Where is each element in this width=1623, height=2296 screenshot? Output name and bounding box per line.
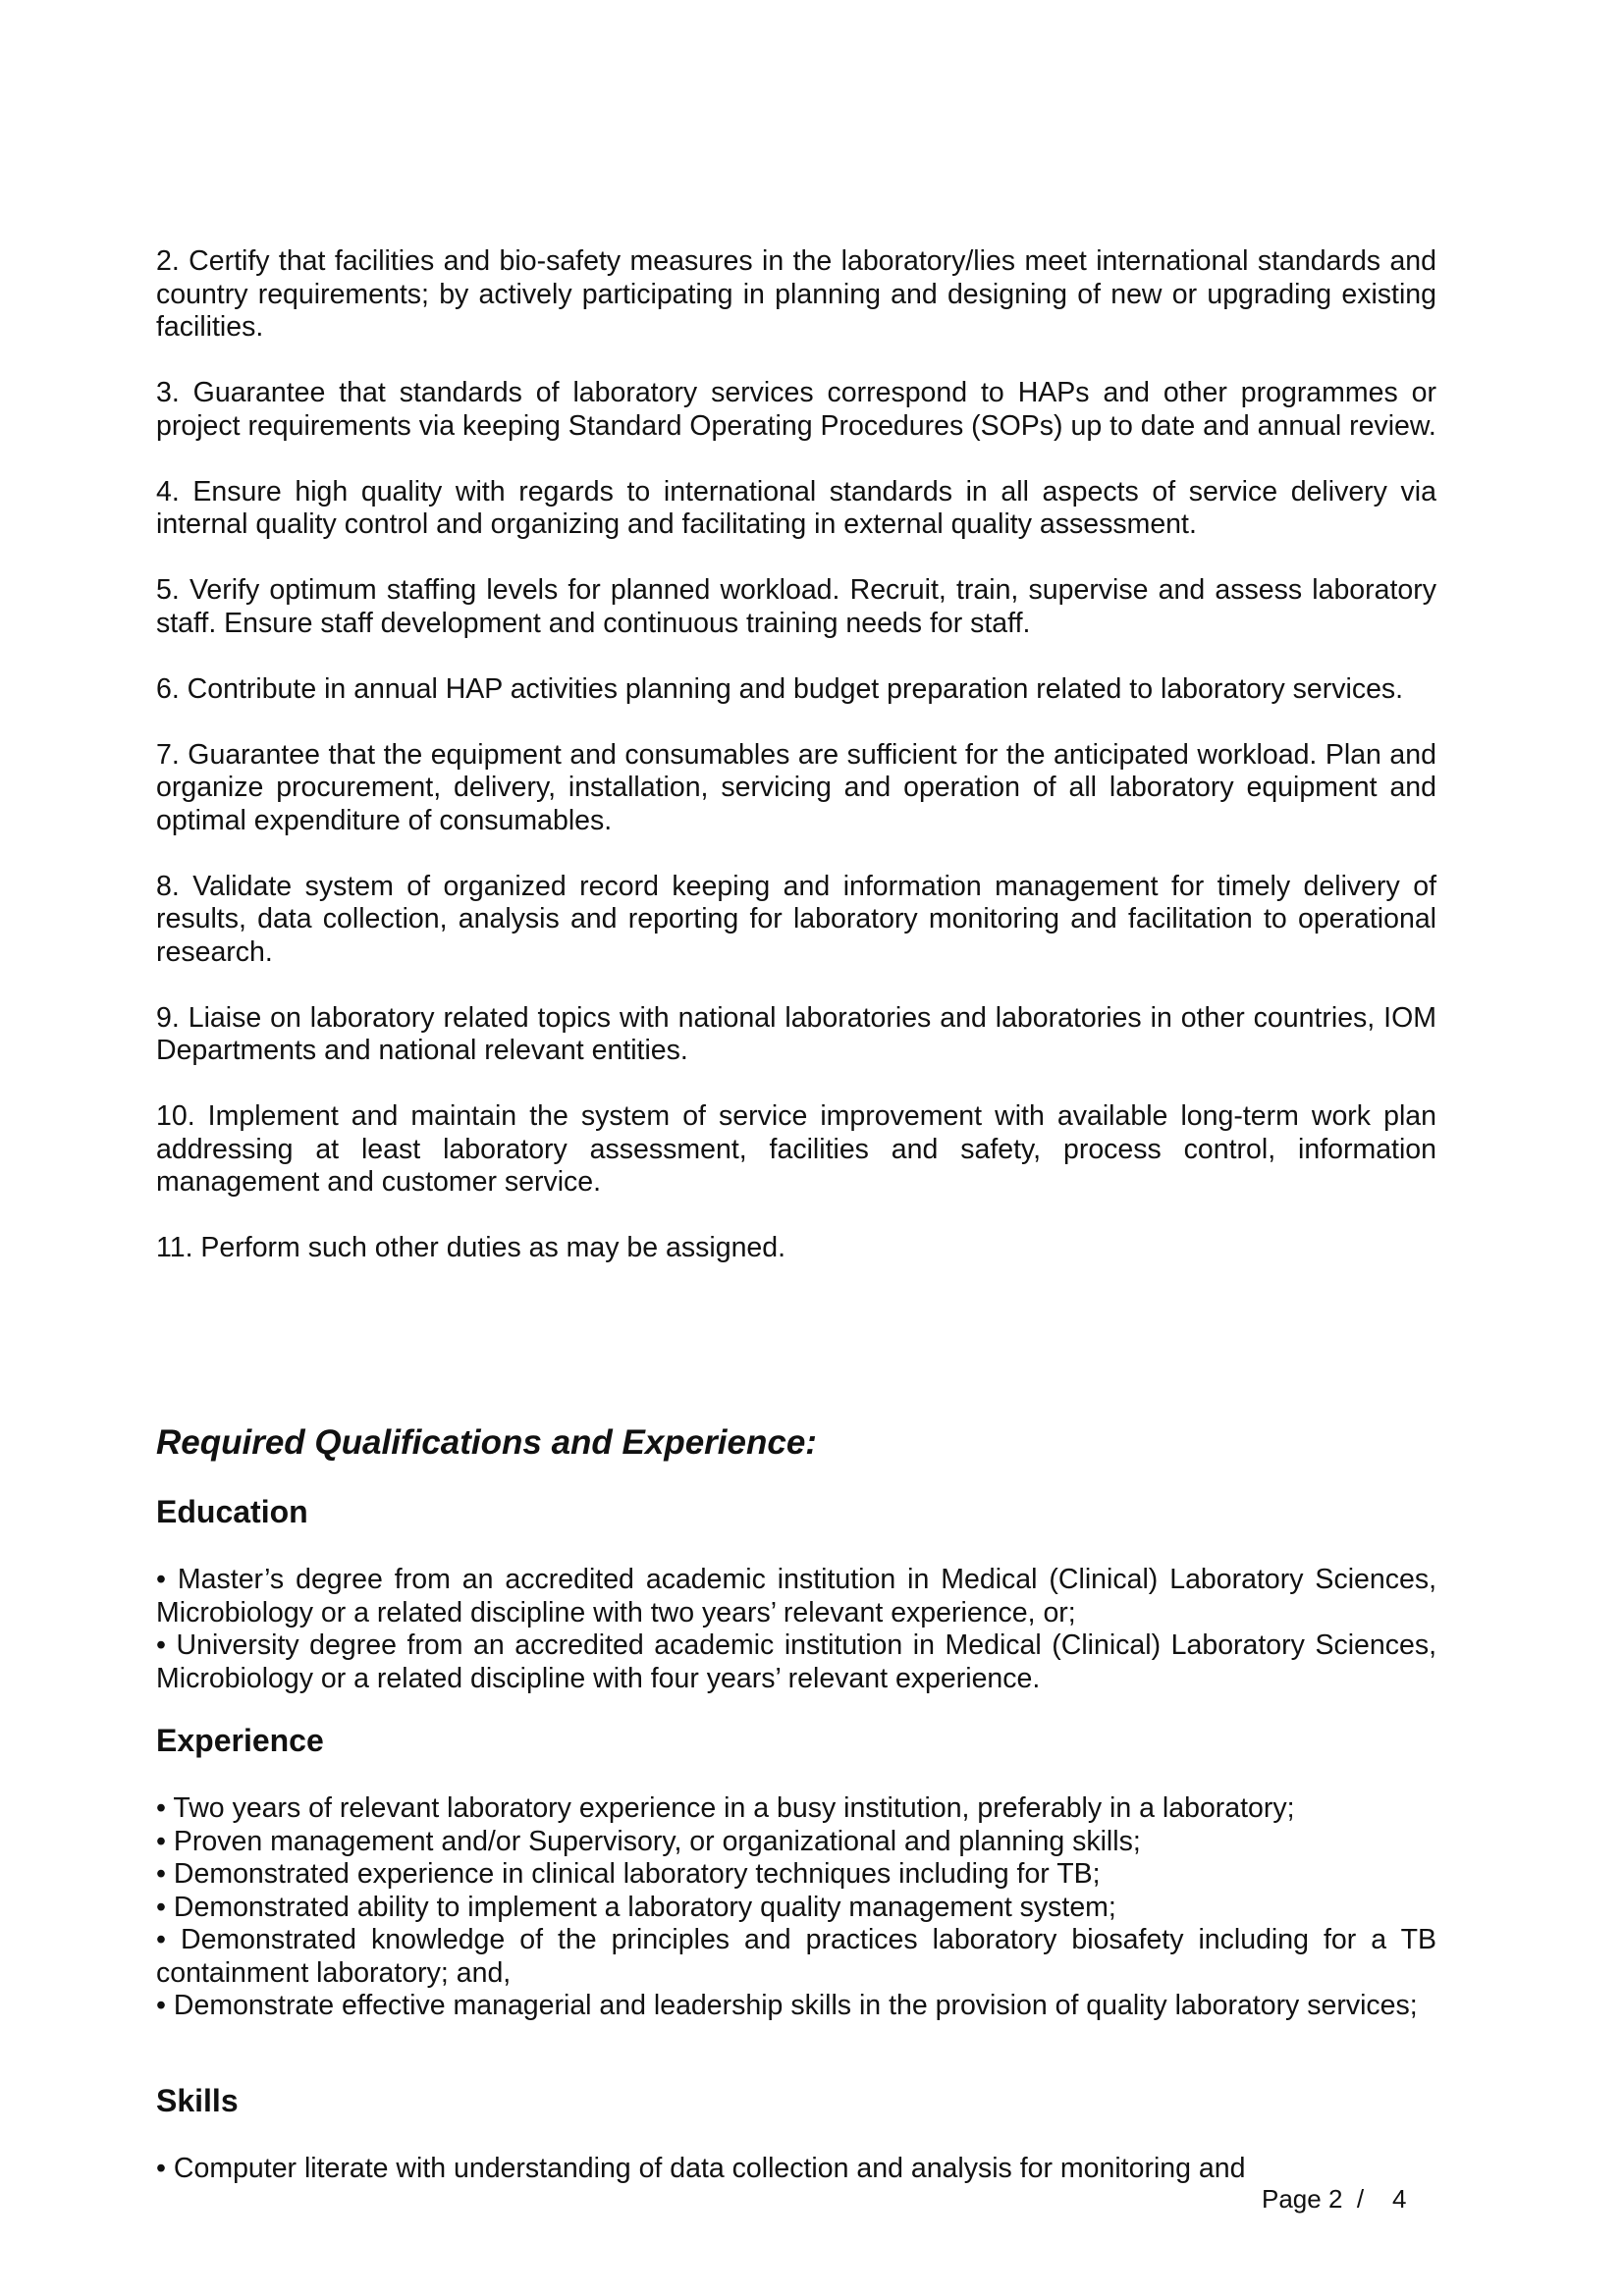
duty-item: 8. Validate system of organized record keeping and information management for timely delivery of results, data collection, analysis and reporting for laboratory monitoring and facilitation to operational research. (156, 870, 1436, 968)
education-heading: Education (156, 1494, 308, 1529)
skills-heading: Skills (156, 2083, 239, 2118)
duty-item: 2. Certify that facilities and bio-safety measures in the laboratory/lies meet international standards and country requirements; by actively participating in planning and designing of new or upgrading existing facilities. (156, 245, 1436, 343)
duty-item: 9. Liaise on laboratory related topics with national laboratories and laboratories in other countries, IOM Departments and national relevant entities. (156, 1001, 1436, 1066)
list-item: • Demonstrated ability to implement a laboratory quality management system; (156, 1891, 1116, 1923)
list-item: • Demonstrate effective managerial and leadership skills in the provision of quality laboratory services; (156, 1990, 1418, 2021)
duty-item: 4. Ensure high quality with regards to international standards in all aspects of service delivery via internal quality control and organizing and facilitating in external quality assessment. (156, 475, 1436, 540)
list-item: • Computer literate with understanding of data collection and analysis for monitoring and (156, 2153, 1246, 2184)
list-item: • Demonstrated knowledge of the principles and practices laboratory biosafety including for a TB containment laboratory; and, (156, 1924, 1436, 1989)
duty-item: 10. Implement and maintain the system of service improvement with available long-term work plan addressing at least laboratory assessment, facilities and safety, process control, information management and customer service. (156, 1100, 1436, 1198)
duty-item: 5. Verify optimum staffing levels for planned workload. Recruit, train, supervise and assess laboratory staff. Ensure staff development and continuous training needs for staff. (156, 574, 1436, 639)
duty-item: 7. Guarantee that the equipment and consumables are sufficient for the anticipated workload. Plan and organize procurement, delivery, installation, servicing and operation of all laboratory equipment and optimal expenditure of consumables. (156, 738, 1436, 836)
duty-item: 11. Perform such other duties as may be assigned. (156, 1232, 786, 1263)
duty-item: 3. Guarantee that standards of laboratory services correspond to HAPs and other programmes or project requirements via keeping Standard Operating Procedures (SOPs) up to date and annual review. (156, 377, 1436, 442)
experience-list (156, 1792, 1436, 2023)
duties-list (156, 245, 1436, 1298)
education-list (156, 1564, 1436, 1695)
duty-item: 6. Contribute in annual HAP activities planning and budget preparation related to laboratory services. (156, 672, 1404, 705)
qualifications-heading: Required Qualifications and Experience: (156, 1423, 817, 1462)
experience-heading: Experience (156, 1723, 324, 1758)
list-item: • Demonstrated experience in clinical laboratory techniques including for TB; (156, 1858, 1101, 1890)
list-item: • Two years of relevant laboratory experience in a busy institution, preferably in a laboratory; (156, 1792, 1295, 1824)
skills-list (156, 2153, 1436, 2186)
list-item: • Proven management and/or Supervisory, or organizational and planning skills; (156, 1825, 1141, 1857)
page-number: Page 2 / 4 (1262, 2184, 1407, 2214)
list-item: • University degree from an accredited academic institution in Medical (Clinical) Laboratory Sciences, Microbiology or a related discipline with four years’ relevant experience. (156, 1629, 1436, 1694)
list-item: • Master’s degree from an accredited academic institution in Medical (Clinical) Laboratory Sciences, Microbiology or a related discipline with two years’ relevant experience, or; (156, 1564, 1436, 1629)
